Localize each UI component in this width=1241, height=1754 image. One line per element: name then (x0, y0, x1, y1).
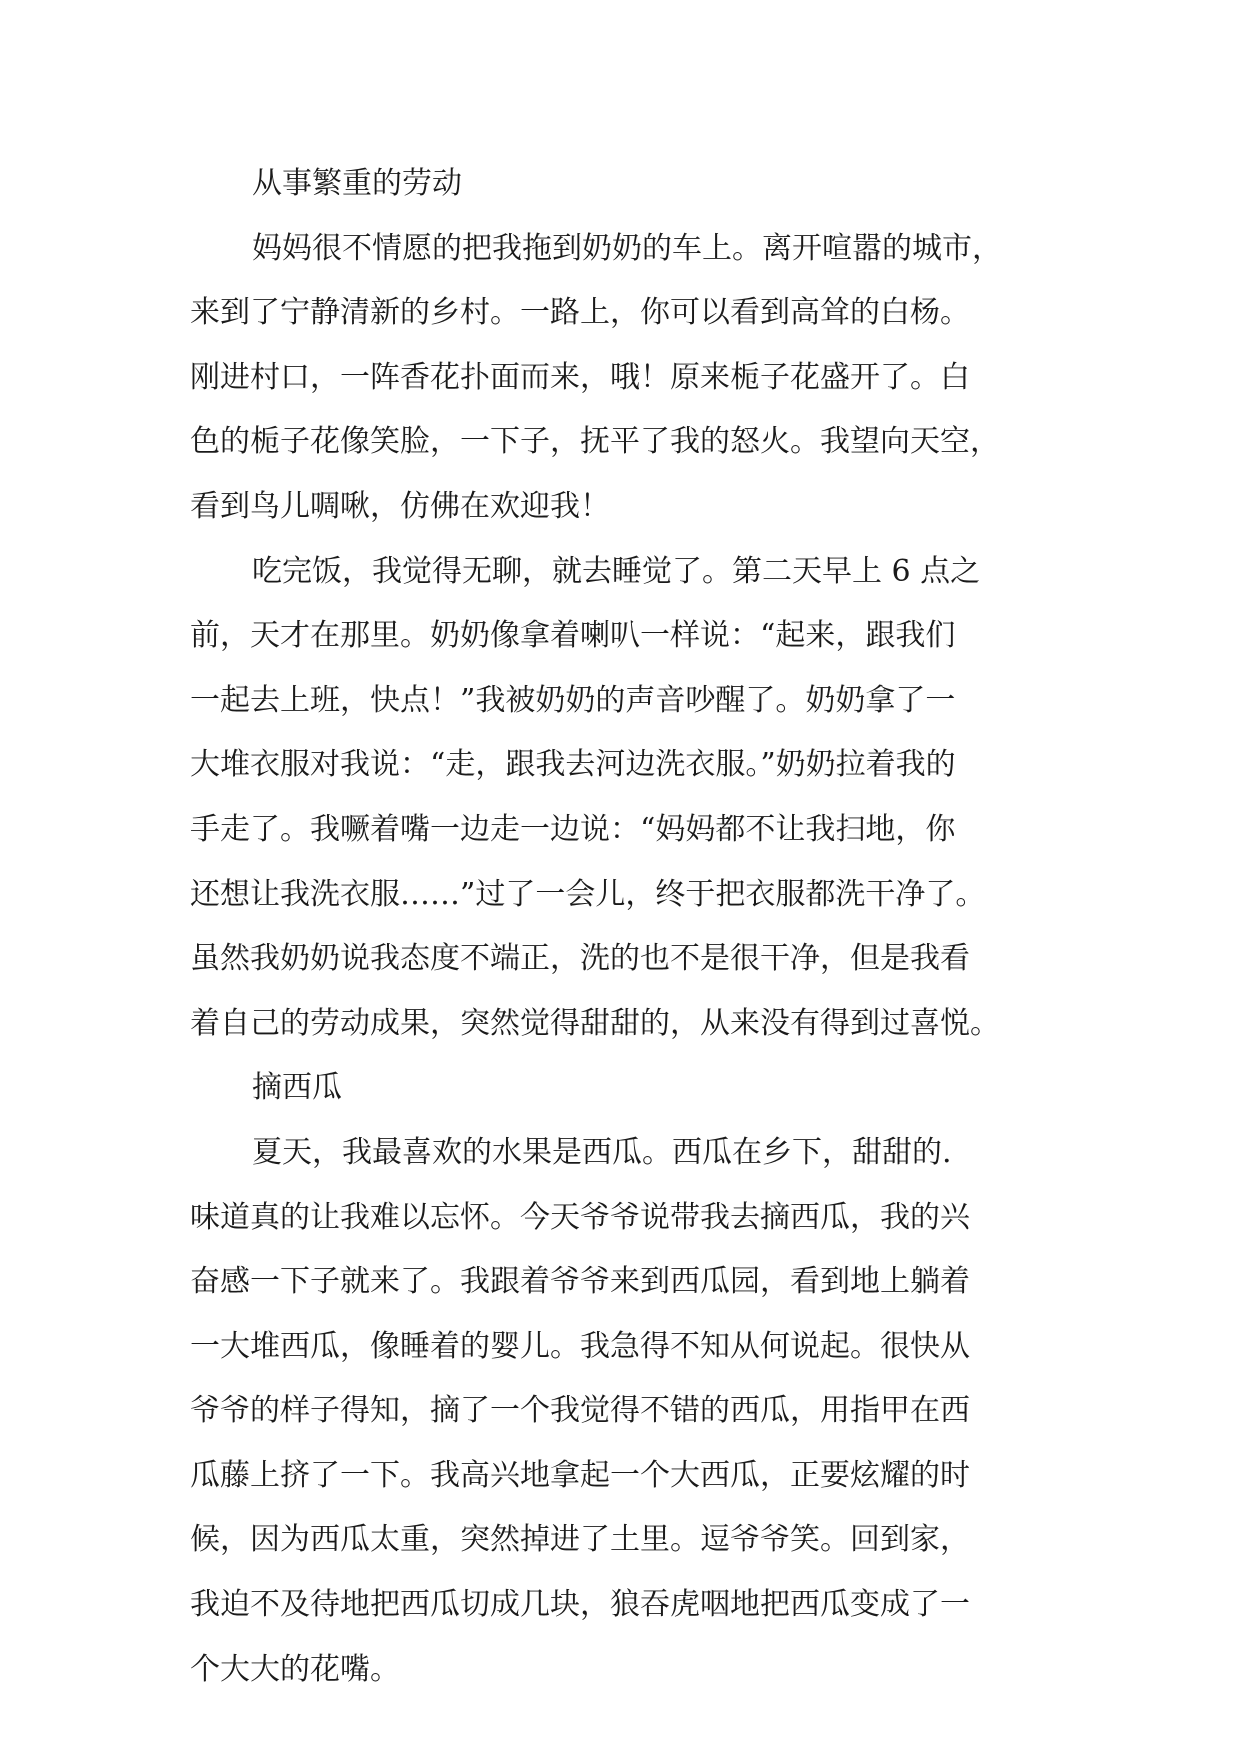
text-line: 虽然我奶奶说我态度不端正，洗的也不是很干净，但是我看 (190, 941, 970, 977)
text-line: 个大大的花嘴。 (190, 1651, 400, 1687)
text-line: 吃完饭，我觉得无聊，就去睡觉了。第二天早上 6 点之 (252, 553, 981, 589)
text-line: 大堆衣服对我说：“走，跟我去河边洗衣服。”奶奶拉着我的 (190, 747, 956, 783)
text-line: 瓜藤上挤了一下。我高兴地拿起一个大西瓜，正要炫耀的时 (190, 1457, 970, 1493)
text-line: 爷爷的样子得知，摘了一个我觉得不错的西瓜，用指甲在西 (190, 1393, 970, 1429)
section-title: 从事繁重的劳动 (252, 166, 462, 201)
text-line: 来到了宁静清新的乡村。一路上，你可以看到高耸的白杨。 (190, 295, 970, 331)
text-line: 奋感一下子就来了。我跟着爷爷来到西瓜园，看到地上躺着 (190, 1264, 970, 1300)
text-line: 味道真的让我难以忘怀。今天爷爷说带我去摘西瓜，我的兴 (190, 1199, 970, 1235)
paragraph (190, 540, 1090, 1057)
text-line: 我迫不及待地把西瓜切成几块，狼吞虎咽地把西瓜变成了一 (190, 1587, 970, 1623)
text-line: 刚进村口，一阵香花扑面而来，哦！原来栀子花盛开了。白 (190, 359, 970, 395)
text-line: 一起去上班，快点！”我被奶奶的声音吵醒了。奶奶拿了一 (190, 682, 956, 718)
section-title: 摘西瓜 (252, 1070, 342, 1106)
text-line: 还想让我洗衣服……”过了一会儿，终于把衣服都洗干净了。 (190, 876, 986, 912)
text-line: 妈妈很不情愿的把我拖到奶奶的车上。离开喧嚣的城市， (252, 230, 1002, 266)
text-line: 色的栀子花像笑脸，一下子，抚平了我的怒火。我望向天空， (190, 424, 1000, 460)
text-line: 前，天才在那里。奶奶像拿着喇叭一样说：“起来，跟我们 (190, 618, 956, 654)
text-line: 一大堆西瓜，像睡着的婴儿。我急得不知从何说起。很快从 (190, 1328, 970, 1364)
text-line: 候，因为西瓜太重，突然掉进了土里。逗爷爷笑。回到家， (190, 1522, 970, 1558)
text-line: 着自己的劳动成果，突然觉得甜甜的，从来没有得到过喜悦。 (190, 1005, 1000, 1041)
paragraph (190, 217, 1090, 540)
text-line: 夏天，我最喜欢的水果是西瓜。西瓜在乡下，甜甜的. (252, 1134, 952, 1170)
text-line: 看到鸟儿啁啾，仿佛在欢迎我！ (190, 488, 610, 524)
text-line: 手走了。我噘着嘴一边走一边说：“妈妈都不让我扫地，你 (190, 811, 956, 847)
document-body (190, 152, 1090, 1702)
paragraph (190, 1121, 1090, 1702)
